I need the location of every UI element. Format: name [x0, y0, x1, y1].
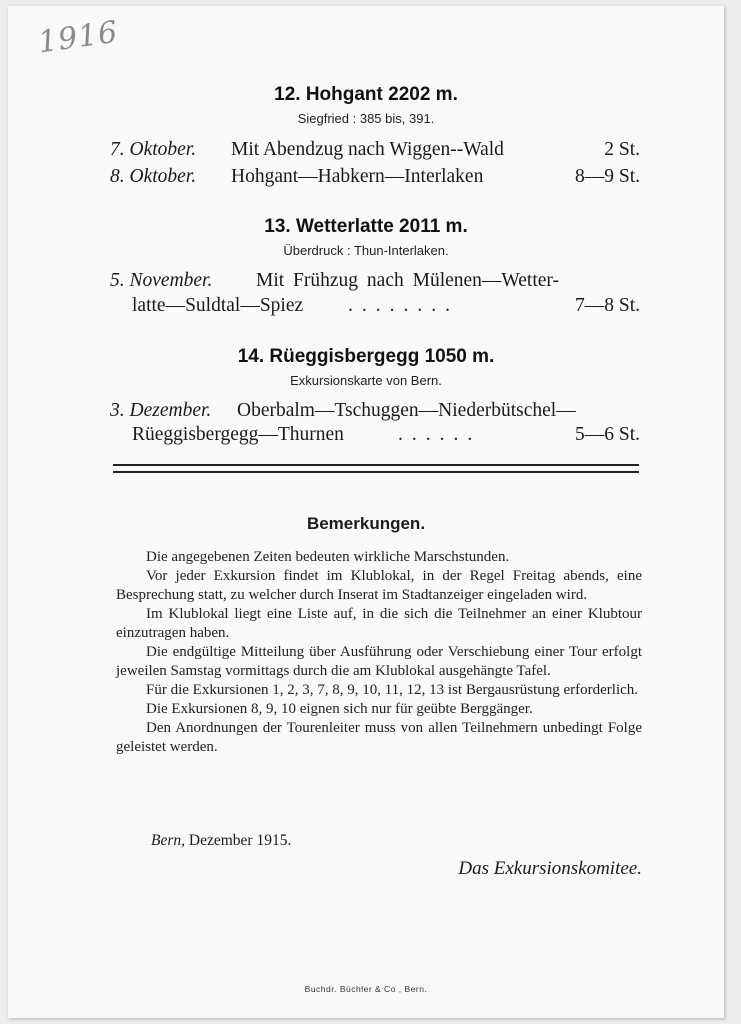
- document-page: [8, 6, 724, 1018]
- date: Dezember 1915.: [188, 832, 292, 849]
- divider-rule: [113, 471, 639, 473]
- remarks-body: [116, 548, 642, 757]
- entry-date: 3. Dezember.: [110, 400, 212, 421]
- excursion-title: 13. Wetterlatte 2011 m.: [264, 216, 468, 237]
- remark-paragraph: Vor jeder Exkursion findet im Klublokal, in der Regel Freitag abends, eine Besprechung statt, zu welcher durch Inserat im Stadtanzeiger eingeladen wird.: [116, 568, 642, 603]
- entry-route: Rüeggisbergegg—Thurnen: [132, 424, 344, 445]
- leader-dots: ........: [348, 295, 459, 316]
- excursion-title: 12. Hohgant 2202 m.: [274, 84, 458, 105]
- entry-date: 5. November.: [110, 270, 213, 291]
- handwritten-year: 1916: [35, 14, 121, 61]
- entry-route: Oberbalm—Tschuggen—Niederbütschel—: [237, 400, 576, 421]
- entry-date: 7. Oktober.: [110, 139, 197, 160]
- entry-duration: 2 St.: [604, 139, 640, 160]
- entry-route: Mit Abendzug nach Wiggen--Wald: [231, 139, 504, 160]
- entry-duration: 8—9 St.: [574, 166, 640, 187]
- remark-paragraph: Den Anordnungen der Tourenleiter muss von allen Teilnehmern unbedingt Folge geleistet werden.: [116, 720, 642, 755]
- entry-route: Hohgant—Habkern—Interlaken: [231, 166, 484, 187]
- remark-paragraph: Im Klublokal liegt eine Liste auf, in die sich die Teilnehmer an einer Klubtour einzutragen haben.: [116, 606, 642, 641]
- excursion-entry: [110, 400, 640, 422]
- excursion-entry: [110, 139, 640, 161]
- excursion-title: 14. Rüeggisbergegg 1050 m.: [237, 346, 495, 367]
- divider-rule: [113, 464, 639, 466]
- place-date: [151, 832, 291, 850]
- remark-paragraph: Die angegebenen Zeiten bedeuten wirkliche Marschstunden.: [146, 549, 510, 565]
- excursion-entry: [110, 166, 640, 188]
- place: Bern,: [151, 832, 186, 849]
- entry-route: latte—Suldtal—Spiez: [132, 295, 304, 316]
- excursion-map: Exkursionskarte von Bern.: [290, 373, 442, 388]
- entry-duration: 5—6 St.: [574, 424, 640, 445]
- excursion-map: Siegfried : 385 bis, 391.: [297, 111, 435, 126]
- excursion-entry: [110, 270, 640, 292]
- remark-paragraph: Die endgültige Mitteilung über Ausführung oder Verschiebung einer Tour erfolgt jeweilen Samstag vormittags durch die am Klublokal ausgehängte Tafel.: [116, 644, 642, 679]
- entry-duration: 7—8 St.: [574, 295, 640, 316]
- remarks-heading: Bemerkungen.: [306, 514, 426, 533]
- entry-route: Mit Frühzug nach Mülenen—Wetter-: [256, 270, 560, 291]
- remark-paragraph: Für die Exkursionen 1, 2, 3, 7, 8, 9, 10, 11, 12, 13 ist Bergausrüstung erforderlich.: [146, 682, 639, 698]
- signature: Das Exkursionskomitee.: [458, 858, 642, 879]
- remark-paragraph: Die Exkursionen 8, 9, 10 eignen sich nur für geübte Berggänger.: [146, 701, 533, 717]
- entry-date: 8. Oktober.: [110, 166, 197, 187]
- excursion-map: Überdruck : Thun-Interlaken.: [283, 243, 449, 258]
- printer-imprint: Buchdr. Büchler & Co , Bern.: [304, 984, 428, 994]
- leader-dots: ......: [398, 424, 482, 445]
